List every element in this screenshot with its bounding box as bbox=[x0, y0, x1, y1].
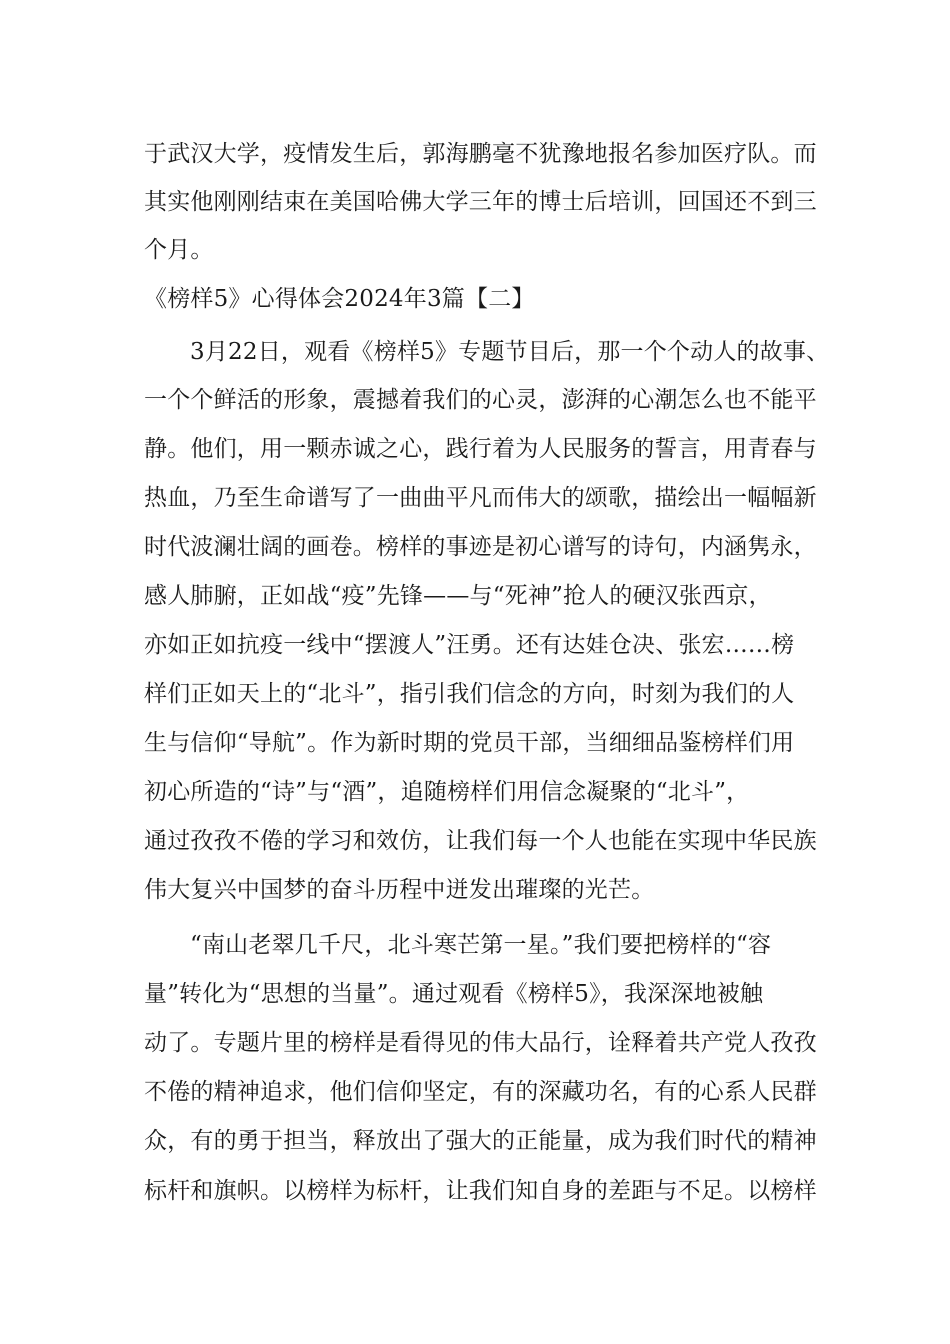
body-text-line: 3月22日，观看《榜样5》专题节目后，那一个个动人的故事、 bbox=[190, 339, 830, 365]
body-text-line: 时代波澜壮阔的画卷。榜样的事迹是初心谱写的诗句，内涵隽永， bbox=[144, 534, 817, 560]
body-text-line: 标杆和旗帜。以榜样为标杆，让我们知自身的差距与不足。以榜样 bbox=[144, 1178, 817, 1204]
body-text-line: “南山老翠几千尺，北斗寒芒第一星。”我们要把榜样的“容 bbox=[190, 932, 772, 958]
body-text-line: 生与信仰“导航”。作为新时期的党员干部，当细细品鉴榜样们用 bbox=[144, 730, 795, 756]
body-text-line: 感人肺腑，正如战“疫”先锋——与“死神”抢人的硬汉张西京， bbox=[144, 583, 772, 609]
section-heading: 《榜样5》心得体会2024年3篇【二】 bbox=[144, 286, 535, 312]
body-text-line: 于武汉大学，疫情发生后，郭海鹏毫不犹豫地报名参加医疗队。而 bbox=[144, 141, 817, 167]
body-text-line: 动了。专题片里的榜样是看得见的伟大品行，诠释着共产党人孜孜 bbox=[144, 1030, 817, 1056]
body-text-line: 一个个鲜活的形象，震撼着我们的心灵，澎湃的心潮怎么也不能平 bbox=[144, 387, 817, 413]
body-text-line: 样们正如天上的“北斗”，指引我们信念的方向，时刻为我们的人 bbox=[144, 681, 795, 707]
body-text-line: 量”转化为“思想的当量”。通过观看《榜样5》，我深深地被触 bbox=[144, 981, 764, 1007]
body-text-line: 个月。 bbox=[144, 237, 214, 263]
body-text-line: 众，有的勇于担当，释放出了强大的正能量，成为我们时代的精神 bbox=[144, 1128, 817, 1154]
body-text-line: 不倦的精神追求，他们信仰坚定，有的深藏功名，有的心系人民群 bbox=[144, 1079, 817, 1105]
body-text-line: 亦如正如抗疫一线中“摆渡人”汪勇。还有达娃仓决、张宏……榜 bbox=[144, 632, 795, 658]
body-text-line: 初心所造的“诗”与“酒”，追随榜样们用信念凝聚的“北斗”， bbox=[144, 779, 750, 805]
body-text-line: 热血，乃至生命谱写了一曲曲平凡而伟大的颂歌，描绘出一幅幅新 bbox=[144, 485, 817, 511]
body-text-line: 通过孜孜不倦的学习和效仿，让我们每一个人也能在实现中华民族 bbox=[144, 828, 817, 854]
body-text-line: 其实他刚刚结束在美国哈佛大学三年的博士后培训，回国还不到三 bbox=[144, 189, 817, 215]
body-text-line: 伟大复兴中国梦的奋斗历程中迸发出璀璨的光芒。 bbox=[144, 877, 655, 903]
body-text-line: 静。他们，用一颗赤诚之心，践行着为人民服务的誓言，用青春与 bbox=[144, 436, 817, 462]
